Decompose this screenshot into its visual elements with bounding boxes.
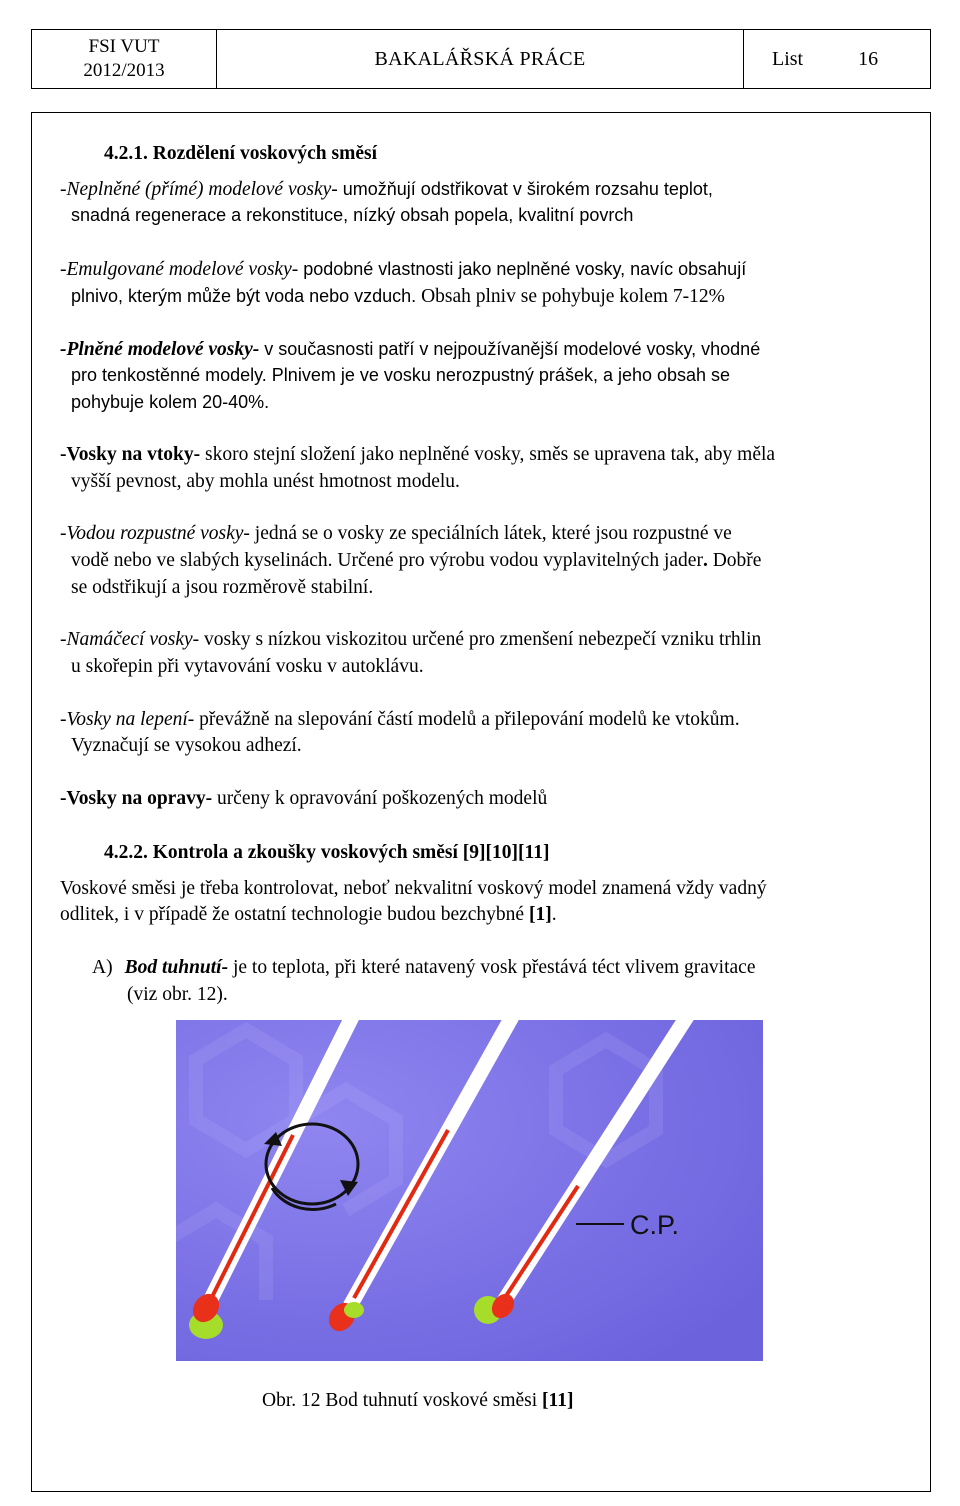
list-marker: A) — [92, 957, 113, 978]
item-text: vosky s nízkou viskozitou určené pro zmenšení nebezpečí vzniku trhlin — [199, 629, 762, 650]
term-opravy: -Vosky na opravy- — [60, 788, 213, 809]
list-item-neplnene — [60, 176, 713, 203]
item-text-cont — [71, 283, 725, 310]
item-text: převážně na slepování částí modelů a přilepování modelů ke vtokům. — [194, 709, 740, 730]
item-text-bold: . — [702, 550, 708, 571]
caption-text: Obr. 12 Bod tuhnutí voskové směsi — [262, 1390, 543, 1411]
item-text: umožňují odstřikovat v širokém rozsahu teplot, — [337, 179, 713, 199]
header-institution: FSI VUT — [88, 36, 160, 57]
item-text-a: vodě nebo ve slabých kyselinách. Určené pro výrobu vodou vyplavitelných jader — [71, 550, 703, 571]
green-bulb — [344, 1302, 364, 1318]
item-text-cont — [71, 362, 730, 389]
cp-label: C.P. — [630, 1210, 680, 1240]
list-item-namaceci — [60, 627, 761, 653]
paragraph-cont — [60, 902, 557, 928]
item-text: skoro stejní složení jako neplněné vosky, směs se upravena tak, aby měla — [200, 444, 776, 465]
item-text-cont: snadná regenerace a rekonstituce, nízký obsah popela, kvalitní povrch — [71, 205, 634, 225]
figure-wax-solidification — [176, 1020, 763, 1361]
list-item-plnene — [60, 336, 760, 363]
item-text-b: Dobře — [707, 550, 762, 571]
item-text-sans: plnivo, kterým může být voda nebo vzduch. — [71, 286, 417, 306]
section-heading-421: 4.2.1. Rozdělení voskových směsí — [104, 143, 377, 164]
item-text-serif: Obsah plniv se pohybuje kolem 7-12% — [416, 286, 725, 307]
header-year: 2012/2013 — [83, 60, 165, 81]
item-text: podobné vlastnosti jako neplněné vosky, navíc obsahují — [298, 259, 747, 279]
list-item-lepeni — [60, 707, 740, 733]
list-item-vtoky — [60, 442, 775, 468]
header-title: BAKALÁŘSKÁ PRÁCE — [374, 47, 586, 70]
header-page-cell — [743, 30, 930, 88]
figure-caption — [262, 1388, 573, 1414]
item-text-sans: pro tenkostěnné modely. — [71, 365, 267, 385]
list-item-a — [92, 955, 755, 981]
term-neplnene: -Neplněné (přímé) modelové vosky- — [60, 179, 338, 200]
term-namaceci: -Namáčecí vosky- — [60, 629, 200, 650]
item-text: jedná se o vosky ze speciálních látek, které jsou rozpustné ve — [249, 523, 732, 544]
figure-illustration — [176, 1020, 763, 1361]
header-title-cell — [217, 30, 743, 88]
item-text-cont: u skořepin při vytavování vosku v autoklávu. — [71, 656, 424, 677]
item-text-cont — [71, 548, 761, 574]
item-text-cont: Vyznačují se vysokou adhezí. — [71, 735, 302, 756]
item-text-serif: Plnivem je ve vosku nerozpustný prášek, a jeho obsah se — [266, 365, 731, 385]
paragraph: Voskové směsi je třeba kontrolovat, neboť nekvalitní voskový model znamená vždy vadný — [60, 878, 767, 899]
term-emulgovane: -Emulgované modelové vosky- — [60, 259, 299, 280]
section-heading-422: 4.2.2. Kontrola a zkoušky voskových směsí [9][10][11] — [104, 842, 550, 863]
header-institution-cell — [32, 30, 217, 88]
list-item-emulgovane — [60, 256, 746, 283]
term-bod-tuhnuti: Bod tuhnutí- — [124, 957, 229, 978]
caption-ref: [11] — [542, 1390, 574, 1411]
paragraph-end: . — [551, 904, 557, 925]
item-text: určeny k opravování poškozených modelů — [212, 788, 548, 809]
item-text-cont: (viz obr. 12). — [127, 984, 228, 1005]
item-text-cont: vyšší pevnost, aby mohla unést hmotnost modelu. — [71, 471, 460, 492]
item-text-cont: se odstřikují a jsou rozměrově stabilní. — [71, 577, 374, 598]
term-plnene: -Plněné modelové vosky- — [60, 339, 260, 360]
page-header — [31, 29, 931, 89]
item-text: je to teplota, při které natavený vosk přestává téct vlivem gravitace — [228, 957, 756, 978]
list-item-vodou-rozpustne — [60, 521, 732, 547]
header-page-number: 16 — [858, 47, 879, 70]
header-list-label: List — [772, 47, 804, 70]
list-item-opravy — [60, 786, 547, 812]
term-vodou: -Vodou rozpustné vosky- — [60, 523, 250, 544]
paragraph-text: odlitek, i v případě že ostatní technologie budou bezchybné — [60, 904, 529, 925]
citation-ref: [1] — [528, 904, 552, 925]
term-lepeni: -Vosky na lepení- — [60, 709, 195, 730]
item-text: v současnosti patří v nejpoužívanější modelové vosky, vhodné — [259, 339, 761, 359]
item-text-cont: pohybuje kolem 20-40%. — [71, 392, 270, 412]
term-vtoky: -Vosky na vtoky- — [60, 444, 201, 465]
